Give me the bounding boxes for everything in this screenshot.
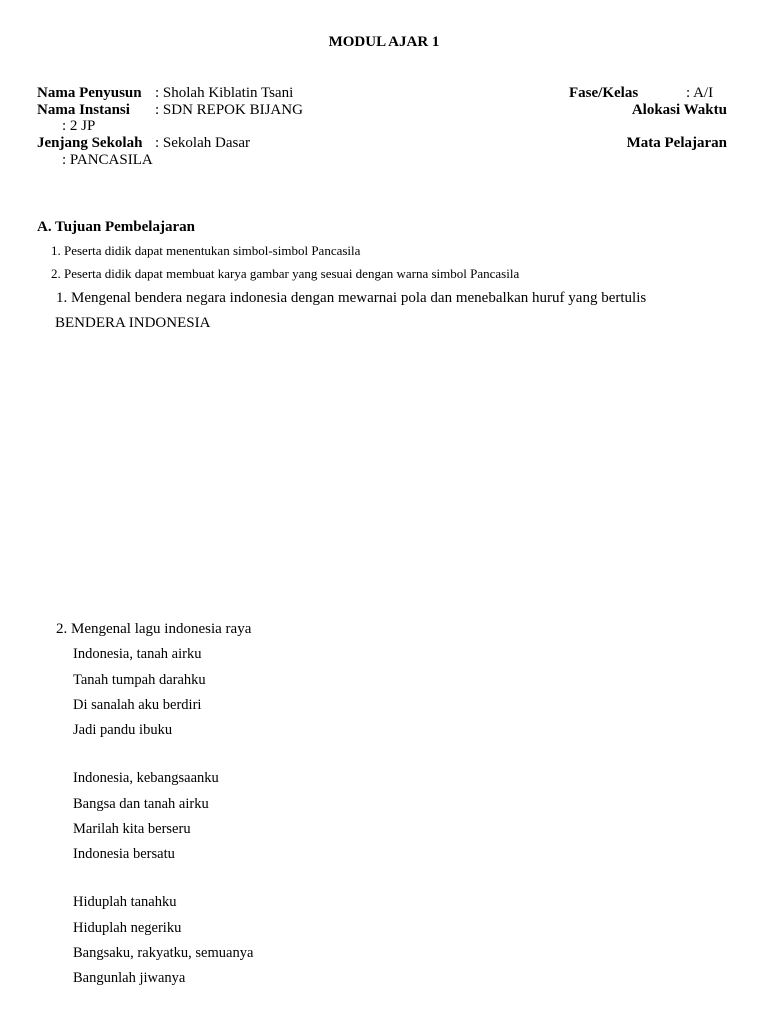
lyric-line: Bangunlah jiwanya: [73, 970, 186, 986]
alokasi-label: Alokasi Waktu: [631, 102, 727, 118]
lyric-line: Marilah kita berseru: [73, 821, 191, 837]
lyric-line: Indonesia bersatu: [73, 846, 175, 862]
lyric-line: Hiduplah tanahku: [73, 894, 177, 910]
jenjang-value: : Sekolah Dasar: [155, 135, 250, 151]
lyric-line: Indonesia, tanah airku: [73, 646, 202, 662]
goal-item: 1. Peserta didik dapat menentukan simbol-simbol Pancasila: [51, 243, 361, 258]
penyusun-label: Nama Penyusun: [37, 85, 142, 101]
activity1-line2: BENDERA INDONESIA: [55, 315, 211, 331]
document-title: MODUL AJAR 1: [328, 34, 440, 50]
lyric-line: Jadi pandu ibuku: [73, 722, 173, 738]
lyric-line: Bangsa dan tanah airku: [73, 796, 209, 812]
instansi-value: : SDN REPOK BIJANG: [155, 102, 303, 118]
fase-value: : A/I: [686, 85, 714, 101]
activity1-line1: 1. Mengenal bendera negara indonesia dengan mewarnai pola dan menebalkan huruf yang bertulis: [56, 290, 647, 306]
lyric-line: Hiduplah negeriku: [73, 920, 182, 936]
alokasi-value: : 2 JP: [62, 118, 96, 134]
mapel-value: : PANCASILA: [62, 152, 153, 168]
jenjang-label: Jenjang Sekolah: [37, 135, 143, 151]
lyric-line: Bangsaku, rakyatku, semuanya: [73, 945, 254, 961]
section-a-heading: A. Tujuan Pembelajaran: [37, 219, 195, 235]
goal-item: 2. Peserta didik dapat membuat karya gambar yang sesuai dengan warna simbol Pancasila: [51, 266, 520, 281]
lyric-line: Di sanalah aku berdiri: [73, 697, 202, 713]
fase-label: Fase/Kelas: [569, 85, 639, 101]
activity2-heading: 2. Mengenal lagu indonesia raya: [56, 621, 252, 637]
penyusun-value: : Sholah Kiblatin Tsani: [155, 85, 294, 101]
lyric-line: Indonesia, kebangsaanku: [73, 770, 219, 786]
mapel-label: Mata Pelajaran: [626, 135, 727, 151]
instansi-label: Nama Instansi: [37, 102, 130, 118]
lyric-line: Tanah tumpah darahku: [73, 672, 206, 688]
